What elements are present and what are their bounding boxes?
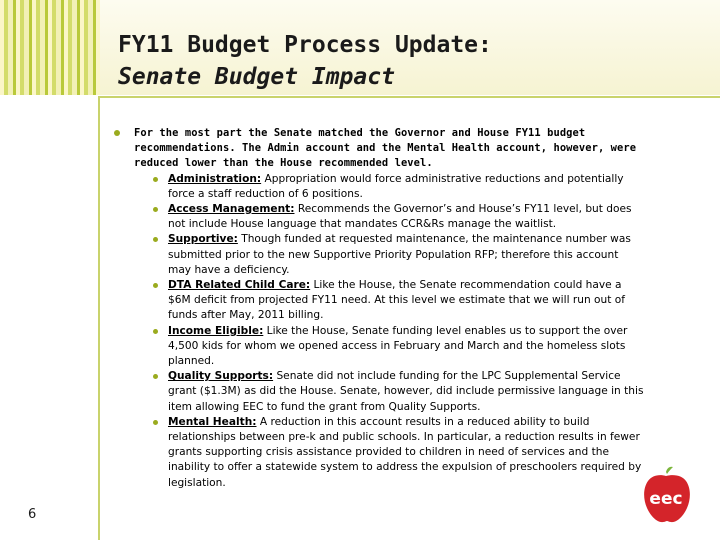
list-item: [168, 324, 644, 370]
list-item: [168, 369, 644, 415]
sub-bullet-text: Recommends the Governor’s and House’s FY11 level, but does not include House language that mandates CCR&Rs manage the waitlist.: [168, 203, 632, 231]
sub-bullet-text: Appropriation would force administrative reductions and potentially force a staff reduction of 6 positions.: [168, 172, 624, 200]
bullet-icon: [153, 177, 158, 182]
bullet-icon: [153, 329, 158, 334]
main-bullet-item: [114, 126, 644, 172]
left-divider: [98, 96, 100, 540]
bullet-icon: [153, 283, 158, 288]
bullet-icon: [153, 207, 158, 212]
sub-bullet-heading: Income Eligible:: [168, 324, 264, 337]
bullet-icon: [114, 130, 120, 136]
list-item: [168, 202, 644, 232]
slide-title: FY11 Budget Process Update:: [118, 32, 492, 58]
list-item: [168, 278, 644, 324]
decorative-stripes: [0, 0, 100, 95]
sub-bullet-heading: Quality Supports:: [168, 370, 274, 383]
sub-bullet-text: A reduction in this account results in a reduced ability to build relationships between pre-k and public schools. In particular, a reduction results in fewer grants supporting crisis assistance provided to children in need of services and the inability to offer a statewide system to address the expulsion of preschoolers required by legislation.: [168, 415, 642, 489]
main-bullet-text: For the most part the Senate matched the Governor and House FY11 budget recommendations. The Admin account and the Mental Health account, however, were reduced lower than the House recommended level.: [134, 127, 637, 170]
sub-bullet-text: Like the House, the Senate recommendation could have a $6M deficit from projected FY11 need. At this level we estimate that we will run out of funds after May, 2011 billing.: [168, 279, 625, 322]
slide-content: [114, 126, 644, 491]
bullet-icon: [153, 420, 158, 425]
sub-bullet-text: Senate did not include funding for the LPC Supplemental Service grant ($1.3M) as did the House. Senate, however, did include permissive language in this item allowing EEC to fund the grant from Quality Supports.: [168, 370, 644, 413]
sub-bullet-text: Like the House, Senate funding level enables us to support the over 4,500 kids for whom we opened access in February and March and the homeless slots planned.: [168, 324, 628, 368]
list-item: [168, 172, 644, 202]
sub-bullet-heading: Mental Health:: [168, 415, 257, 428]
bullet-icon: [153, 237, 158, 242]
sub-bullet-heading: Administration:: [168, 172, 262, 185]
list-item: [168, 415, 644, 491]
sub-bullet-heading: DTA Related Child Care:: [168, 279, 311, 292]
page-number: 6: [28, 507, 37, 522]
sub-bullet-heading: Access Management:: [168, 203, 295, 216]
sub-bullet-text: Though funded at requested maintenance, the maintenance number was submitted prior to the new Supportive Priority Population RFP; therefore this account may have a deficiency.: [168, 233, 631, 276]
list-item: [168, 232, 644, 278]
sub-bullet-heading: Supportive:: [168, 233, 238, 246]
eec-apple-logo: [636, 466, 696, 526]
bullet-icon: [153, 374, 158, 379]
slide-subtitle: Senate Budget Impact: [118, 64, 395, 90]
title-divider: [100, 96, 720, 98]
logo-text: eec: [649, 489, 683, 509]
